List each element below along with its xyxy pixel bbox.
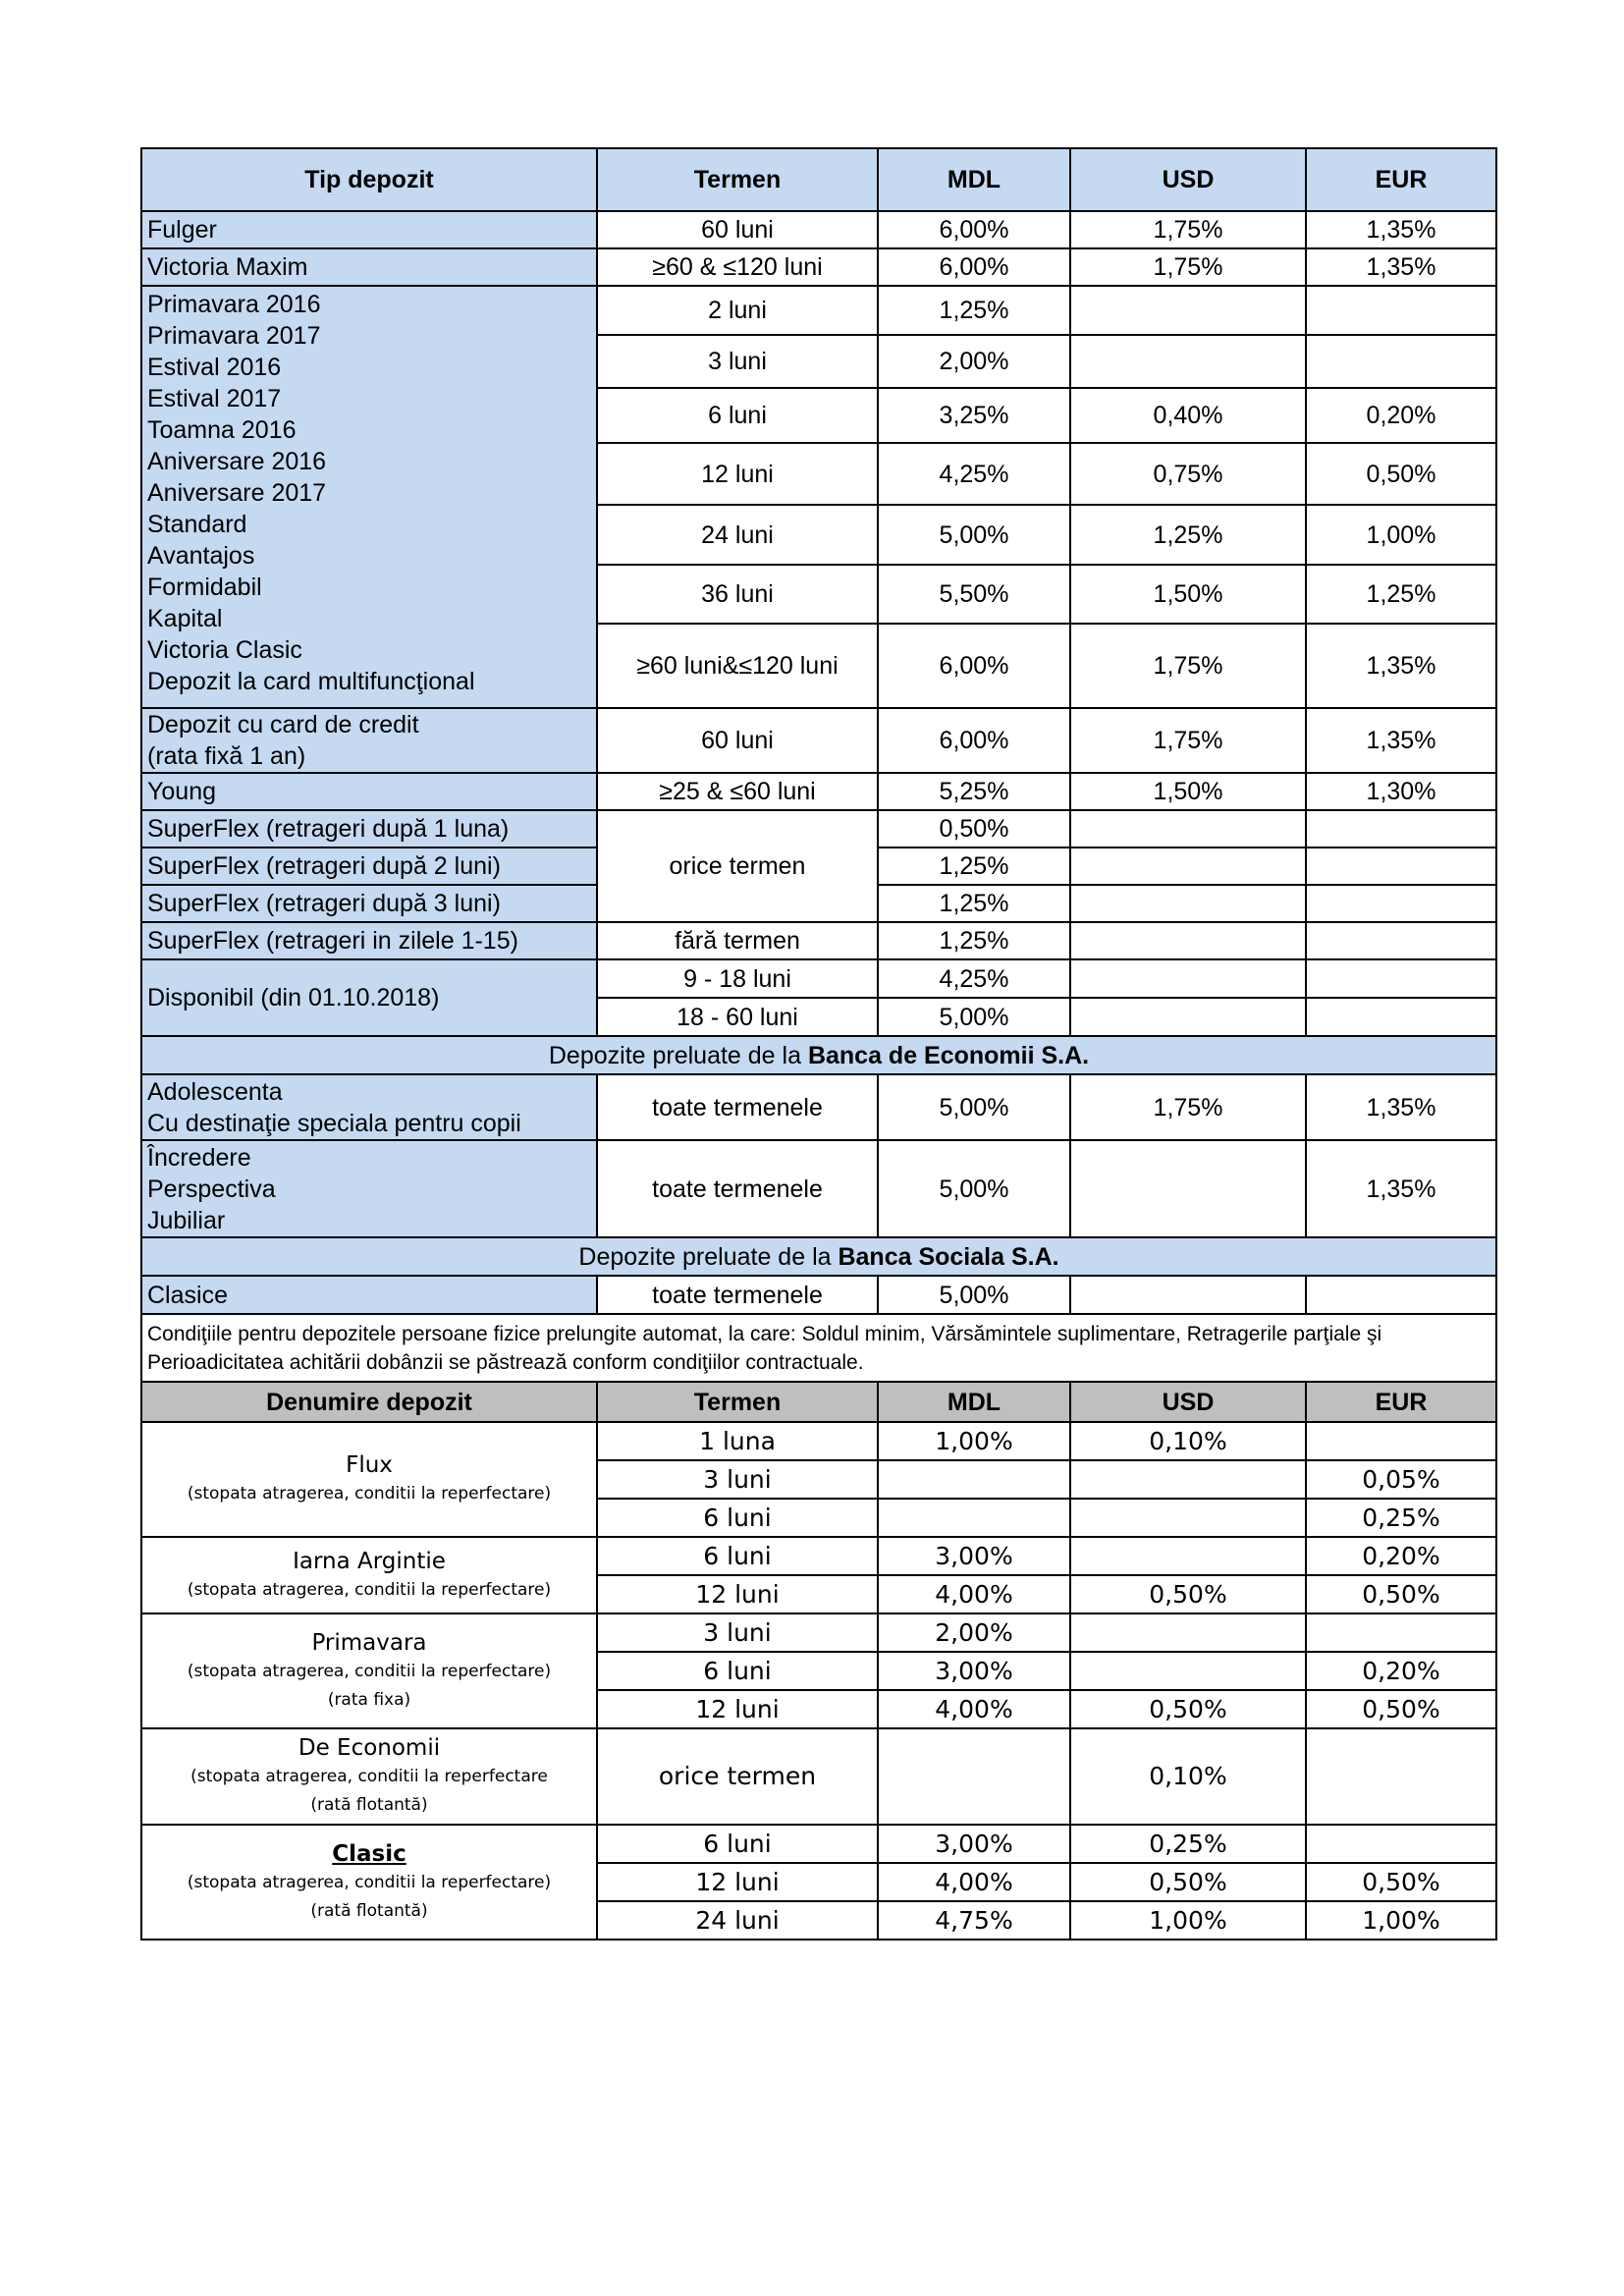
table-row bbox=[141, 810, 1496, 847]
legacy-deposit-title: Primavara bbox=[311, 1629, 427, 1656]
term-cell: 60 luni bbox=[597, 708, 878, 773]
usd-cell bbox=[1070, 959, 1306, 998]
header-row bbox=[141, 148, 1496, 211]
col-mdl: MDL bbox=[878, 148, 1070, 211]
legacy-deposit-de-economii bbox=[141, 1728, 597, 1825]
usd-cell bbox=[1070, 1613, 1306, 1652]
usd-cell: 0,10% bbox=[1070, 1422, 1306, 1460]
usd-cell bbox=[1070, 1276, 1306, 1314]
eur-cell bbox=[1306, 1422, 1496, 1460]
usd-cell: 0,75% bbox=[1070, 443, 1306, 505]
term-cell: fără termen bbox=[597, 922, 878, 959]
eur-cell bbox=[1306, 810, 1496, 847]
eur-cell bbox=[1306, 998, 1496, 1036]
eur-cell: 0,50% bbox=[1306, 1575, 1496, 1613]
term-cell: 36 luni bbox=[597, 565, 878, 624]
eur-cell: 1,35% bbox=[1306, 1074, 1496, 1140]
eur-cell bbox=[1306, 335, 1496, 388]
deposit-name: SuperFlex (retrageri după 3 luni) bbox=[141, 885, 597, 922]
term-cell: 3 luni bbox=[597, 335, 878, 388]
table-row bbox=[141, 248, 1496, 286]
eur-cell: 0,50% bbox=[1306, 1690, 1496, 1728]
eur-cell: 0,20% bbox=[1306, 1652, 1496, 1690]
term-cell: 6 luni bbox=[597, 1499, 878, 1537]
legacy-deposit-title: De Economii bbox=[298, 1735, 441, 1761]
usd-cell bbox=[1070, 1537, 1306, 1575]
section-bank-name: Banca Sociala S.A. bbox=[838, 1242, 1059, 1271]
eur-cell: 0,20% bbox=[1306, 388, 1496, 443]
deposit-name: Kapital bbox=[147, 605, 223, 632]
mdl-cell: 6,00% bbox=[878, 708, 1070, 773]
mdl-cell: 5,00% bbox=[878, 505, 1070, 565]
eur-cell: 0,50% bbox=[1306, 1863, 1496, 1901]
deposit-name: SuperFlex (retrageri in zilele 1-15) bbox=[141, 922, 597, 959]
term-cell: 1 luna bbox=[597, 1422, 878, 1460]
deposit-name-line: Adolescenta bbox=[147, 1077, 283, 1106]
col-eur: EUR bbox=[1306, 1382, 1496, 1422]
mdl-cell: 1,00% bbox=[878, 1422, 1070, 1460]
table-row bbox=[141, 959, 1496, 998]
mdl-cell: 1,25% bbox=[878, 922, 1070, 959]
section-title-banca-sociala bbox=[141, 1237, 1496, 1276]
table-row bbox=[141, 773, 1496, 810]
table-row bbox=[141, 1728, 1496, 1825]
term-cell: 12 luni bbox=[597, 1690, 878, 1728]
mdl-cell: 5,00% bbox=[878, 1140, 1070, 1237]
term-cell: toate termenele bbox=[597, 1276, 878, 1314]
term-cell: 12 luni bbox=[597, 1863, 878, 1901]
legacy-deposit-title: Flux bbox=[346, 1452, 393, 1478]
table-row bbox=[141, 211, 1496, 248]
eur-cell: 1,35% bbox=[1306, 248, 1496, 286]
deposit-name: Victoria Clasic bbox=[147, 636, 302, 664]
eur-cell: 0,50% bbox=[1306, 443, 1496, 505]
deposit-group-names bbox=[141, 286, 597, 708]
mdl-cell bbox=[878, 1728, 1070, 1825]
mdl-cell: 4,75% bbox=[878, 1901, 1070, 1940]
mdl-cell: 3,00% bbox=[878, 1652, 1070, 1690]
section-title-banca-economii bbox=[141, 1036, 1496, 1074]
deposit-name bbox=[141, 1140, 597, 1237]
mdl-cell: 0,50% bbox=[878, 810, 1070, 847]
eur-cell: 1,25% bbox=[1306, 565, 1496, 624]
conditions-note: Condiţiile pentru depozitele persoane fizice prelungite automat, la care: Soldul minim, Vărsămintele suplimentare, Retragerile parţiale şi Perioadicitatea achitării dobânzii se păstrează conform condiţiilor contractuale. bbox=[141, 1314, 1496, 1382]
table-row bbox=[141, 1276, 1496, 1314]
usd-cell: 1,50% bbox=[1070, 773, 1306, 810]
eur-cell bbox=[1306, 286, 1496, 335]
eur-cell bbox=[1306, 959, 1496, 998]
eur-cell: 1,35% bbox=[1306, 708, 1496, 773]
mdl-cell: 1,25% bbox=[878, 885, 1070, 922]
eur-cell bbox=[1306, 1613, 1496, 1652]
usd-cell bbox=[1070, 998, 1306, 1036]
mdl-cell bbox=[878, 1460, 1070, 1499]
eur-cell: 0,05% bbox=[1306, 1460, 1496, 1499]
legacy-deposit-note: (stopata atragerea, conditii la reperfectare) bbox=[187, 1484, 552, 1503]
eur-cell bbox=[1306, 922, 1496, 959]
legacy-deposit-note: (stopata atragerea, conditii la reperfectare bbox=[190, 1767, 548, 1786]
usd-cell: 1,75% bbox=[1070, 1074, 1306, 1140]
section-header-row bbox=[141, 1036, 1496, 1074]
term-cell: 6 luni bbox=[597, 1652, 878, 1690]
eur-cell bbox=[1306, 847, 1496, 885]
deposit-name: Aniversare 2016 bbox=[147, 448, 327, 475]
table-row bbox=[141, 1074, 1496, 1140]
usd-cell bbox=[1070, 885, 1306, 922]
eur-cell: 1,35% bbox=[1306, 211, 1496, 248]
legacy-deposit-rate-type: (rata fixa) bbox=[327, 1689, 411, 1710]
term-cell: orice termen bbox=[597, 810, 878, 922]
usd-cell: 0,50% bbox=[1070, 1575, 1306, 1613]
deposit-name: SuperFlex (retrageri după 2 luni) bbox=[141, 847, 597, 885]
usd-cell: 0,50% bbox=[1070, 1690, 1306, 1728]
term-cell: 12 luni bbox=[597, 1575, 878, 1613]
deposit-name: Formidabil bbox=[147, 574, 262, 601]
mdl-cell bbox=[878, 1499, 1070, 1537]
deposit-name: Toamna 2016 bbox=[147, 416, 297, 444]
eur-cell: 1,30% bbox=[1306, 773, 1496, 810]
term-cell: 3 luni bbox=[597, 1460, 878, 1499]
deposit-name-line: (rata fixă 1 an) bbox=[147, 742, 306, 770]
deposit-name-line: Jubiliar bbox=[147, 1206, 226, 1234]
legacy-deposit-rate-type: (rată flotantă) bbox=[310, 1900, 428, 1921]
deposit-name: Fulger bbox=[141, 211, 597, 248]
term-cell: 12 luni bbox=[597, 443, 878, 505]
usd-cell: 1,75% bbox=[1070, 708, 1306, 773]
deposit-name: Avantajos bbox=[147, 542, 255, 570]
usd-cell: 1,75% bbox=[1070, 624, 1306, 708]
mdl-cell: 3,00% bbox=[878, 1537, 1070, 1575]
eur-cell bbox=[1306, 1276, 1496, 1314]
note-row bbox=[141, 1314, 1496, 1382]
deposit-name-line: Cu destinaţie speciala pentru copii bbox=[147, 1109, 521, 1137]
section-prefix: Depozite preluate de la bbox=[548, 1041, 808, 1069]
legacy-deposit-flux bbox=[141, 1422, 597, 1537]
eur-cell: 1,00% bbox=[1306, 505, 1496, 565]
deposit-name: SuperFlex (retrageri după 1 luna) bbox=[141, 810, 597, 847]
usd-cell bbox=[1070, 847, 1306, 885]
deposit-name: Victoria Maxim bbox=[141, 248, 597, 286]
deposit-name: Aniversare 2017 bbox=[147, 479, 327, 507]
term-cell: ≥60 luni&≤120 luni bbox=[597, 624, 878, 708]
eur-cell: 0,25% bbox=[1306, 1499, 1496, 1537]
deposit-rates-table bbox=[140, 147, 1497, 1941]
term-cell: ≥60 & ≤120 luni bbox=[597, 248, 878, 286]
table-row bbox=[141, 1140, 1496, 1237]
deposit-name-line: Perspectiva bbox=[147, 1175, 276, 1203]
deposit-name: Depozit la card multifuncţional bbox=[147, 668, 475, 695]
section-header-row bbox=[141, 1237, 1496, 1276]
usd-cell: 0,10% bbox=[1070, 1728, 1306, 1825]
mdl-cell: 5,00% bbox=[878, 1074, 1070, 1140]
legacy-deposit-clasic bbox=[141, 1825, 597, 1940]
eur-cell: 0,20% bbox=[1306, 1537, 1496, 1575]
term-cell: 6 luni bbox=[597, 1537, 878, 1575]
term-cell: 2 luni bbox=[597, 286, 878, 335]
table-row bbox=[141, 1825, 1496, 1863]
col-usd: USD bbox=[1070, 148, 1306, 211]
usd-cell bbox=[1070, 810, 1306, 847]
col-eur: EUR bbox=[1306, 148, 1496, 211]
usd-cell: 1,25% bbox=[1070, 505, 1306, 565]
section-prefix: Depozite preluate de la bbox=[578, 1242, 839, 1271]
col-tip-depozit: Tip depozit bbox=[141, 148, 597, 211]
header-row-legacy bbox=[141, 1382, 1496, 1422]
legacy-deposit-note: (stopata atragerea, conditii la reperfectare) bbox=[187, 1872, 552, 1892]
deposit-name: Primavara 2016 bbox=[147, 291, 321, 318]
table-row bbox=[141, 1537, 1496, 1575]
mdl-cell: 5,50% bbox=[878, 565, 1070, 624]
mdl-cell: 3,00% bbox=[878, 1825, 1070, 1863]
usd-cell bbox=[1070, 1140, 1306, 1237]
usd-cell: 1,50% bbox=[1070, 565, 1306, 624]
mdl-cell: 5,25% bbox=[878, 773, 1070, 810]
deposit-name: Primavara 2017 bbox=[147, 322, 321, 350]
legacy-deposit-note: (stopata atragerea, conditii la reperfectare) bbox=[187, 1661, 552, 1681]
legacy-deposit-title: Iarna Argintie bbox=[293, 1548, 446, 1574]
usd-cell: 0,50% bbox=[1070, 1863, 1306, 1901]
mdl-cell: 3,25% bbox=[878, 388, 1070, 443]
eur-cell: 1,35% bbox=[1306, 1140, 1496, 1237]
term-cell: ≥25 & ≤60 luni bbox=[597, 773, 878, 810]
deposit-name: Estival 2016 bbox=[147, 354, 282, 381]
mdl-cell: 5,00% bbox=[878, 1276, 1070, 1314]
usd-cell: 0,25% bbox=[1070, 1825, 1306, 1863]
usd-cell: 1,75% bbox=[1070, 248, 1306, 286]
mdl-cell: 4,25% bbox=[878, 443, 1070, 505]
usd-cell: 1,00% bbox=[1070, 1901, 1306, 1940]
term-cell: 3 luni bbox=[597, 1613, 878, 1652]
legacy-deposit-note: (stopata atragerea, conditii la reperfectare) bbox=[187, 1579, 552, 1600]
term-cell: 18 - 60 luni bbox=[597, 998, 878, 1036]
term-cell: 60 luni bbox=[597, 211, 878, 248]
deposit-name: Clasice bbox=[141, 1276, 597, 1314]
mdl-cell: 1,25% bbox=[878, 286, 1070, 335]
term-cell: toate termenele bbox=[597, 1140, 878, 1237]
col-termen: Termen bbox=[597, 1382, 878, 1422]
deposit-name: Estival 2017 bbox=[147, 385, 282, 412]
mdl-cell: 6,00% bbox=[878, 248, 1070, 286]
usd-cell bbox=[1070, 335, 1306, 388]
table-row bbox=[141, 922, 1496, 959]
eur-cell: 1,00% bbox=[1306, 1901, 1496, 1940]
col-denumire-depozit: Denumire depozit bbox=[141, 1382, 597, 1422]
eur-cell: 1,35% bbox=[1306, 624, 1496, 708]
term-cell: toate termenele bbox=[597, 1074, 878, 1140]
usd-cell bbox=[1070, 1499, 1306, 1537]
deposit-name: Standard bbox=[147, 511, 247, 538]
legacy-deposit-iarna-argintie bbox=[141, 1537, 597, 1613]
term-cell: 6 luni bbox=[597, 1825, 878, 1863]
term-cell: orice termen bbox=[597, 1728, 878, 1825]
legacy-deposit-primavara bbox=[141, 1613, 597, 1728]
deposit-name: Disponibil (din 01.10.2018) bbox=[141, 959, 597, 1036]
term-cell: 24 luni bbox=[597, 505, 878, 565]
col-usd: USD bbox=[1070, 1382, 1306, 1422]
table-row bbox=[141, 708, 1496, 773]
usd-cell bbox=[1070, 1460, 1306, 1499]
mdl-cell: 4,00% bbox=[878, 1575, 1070, 1613]
deposit-name-line: Depozit cu card de credit bbox=[147, 711, 419, 738]
deposit-name: Young bbox=[141, 773, 597, 810]
term-cell: 6 luni bbox=[597, 388, 878, 443]
mdl-cell: 2,00% bbox=[878, 1613, 1070, 1652]
mdl-cell: 5,00% bbox=[878, 998, 1070, 1036]
term-cell: 24 luni bbox=[597, 1901, 878, 1940]
legacy-deposit-rate-type: (rată flotantă) bbox=[310, 1795, 428, 1815]
eur-cell bbox=[1306, 1728, 1496, 1825]
mdl-cell: 1,25% bbox=[878, 847, 1070, 885]
table-row bbox=[141, 286, 1496, 335]
mdl-cell: 4,25% bbox=[878, 959, 1070, 998]
deposit-name-line: Încredere bbox=[147, 1143, 251, 1172]
eur-cell bbox=[1306, 1825, 1496, 1863]
usd-cell bbox=[1070, 286, 1306, 335]
usd-cell: 0,40% bbox=[1070, 388, 1306, 443]
usd-cell bbox=[1070, 1652, 1306, 1690]
term-cell: 9 - 18 luni bbox=[597, 959, 878, 998]
col-termen: Termen bbox=[597, 148, 878, 211]
eur-cell bbox=[1306, 885, 1496, 922]
section-bank-name: Banca de Economii S.A. bbox=[807, 1041, 1090, 1069]
mdl-cell: 2,00% bbox=[878, 335, 1070, 388]
mdl-cell: 6,00% bbox=[878, 624, 1070, 708]
usd-cell bbox=[1070, 922, 1306, 959]
usd-cell: 1,75% bbox=[1070, 211, 1306, 248]
mdl-cell: 6,00% bbox=[878, 211, 1070, 248]
legacy-deposit-title: Clasic bbox=[332, 1840, 406, 1867]
mdl-cell: 4,00% bbox=[878, 1690, 1070, 1728]
col-mdl: MDL bbox=[878, 1382, 1070, 1422]
mdl-cell: 4,00% bbox=[878, 1863, 1070, 1901]
table-row bbox=[141, 1613, 1496, 1652]
deposit-name bbox=[141, 1074, 597, 1140]
table-row bbox=[141, 1422, 1496, 1460]
deposit-name bbox=[141, 708, 597, 773]
